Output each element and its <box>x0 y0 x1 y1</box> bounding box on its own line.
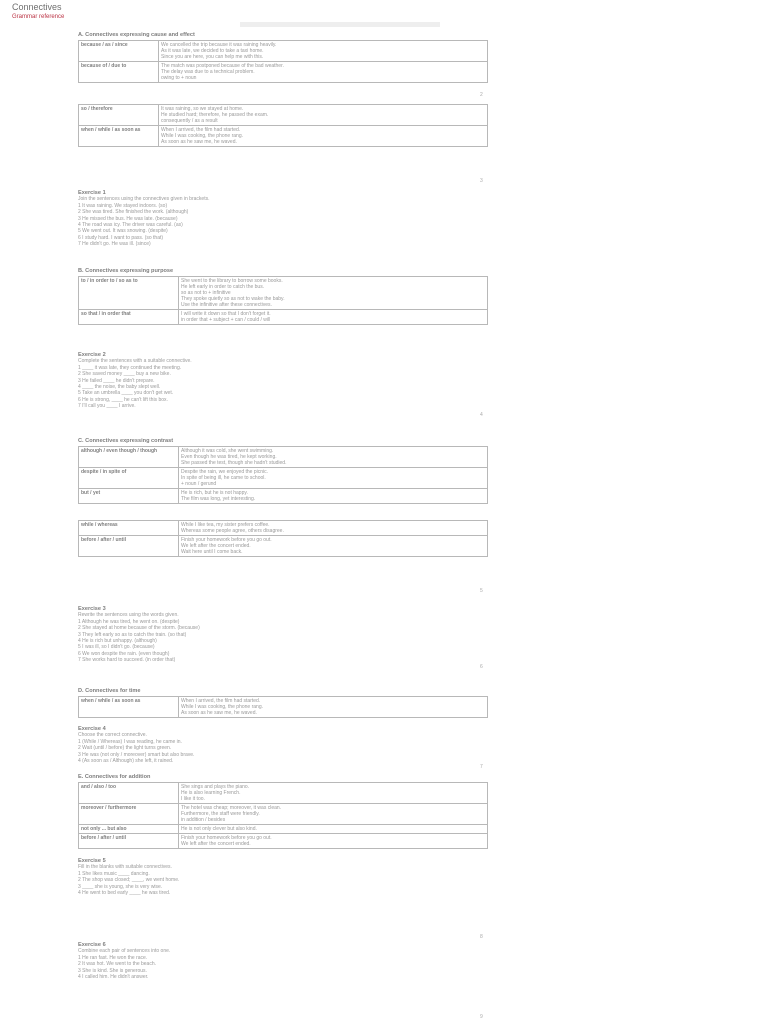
row-key: when / while / as soon as <box>79 126 159 147</box>
example-line: in addition / besides <box>181 817 226 823</box>
table-row <box>79 41 488 62</box>
section-d-table <box>78 696 488 718</box>
page-number: 5 <box>480 588 483 594</box>
exercise-line: Combine each pair of sentences into one. <box>78 948 171 955</box>
row-key: before / after / until <box>79 536 179 557</box>
exercise-title: Exercise 2 <box>78 352 106 358</box>
row-key: although / even though / though <box>79 447 179 468</box>
row-key: moreover / furthermore <box>79 804 179 825</box>
row-content <box>179 447 488 468</box>
example-line: owing to + noun <box>161 75 197 81</box>
example-line: in order that + subject + can / could / will <box>181 317 271 323</box>
example-line: He left early in order to catch the bus. <box>181 284 265 290</box>
example-line: We left after the concert ended. <box>181 841 251 847</box>
row-content <box>179 310 488 325</box>
example-line: When I arrived, the film had started. <box>161 127 241 133</box>
exercise-title: Exercise 6 <box>78 942 106 948</box>
section-e-table <box>78 782 488 849</box>
example-line: Although it was cold, she went swimming. <box>181 448 274 454</box>
row-key: when / while / as soon as <box>79 697 179 718</box>
example-line: Wait here until I come back. <box>181 549 243 555</box>
row-key: despite / in spite of <box>79 468 179 489</box>
exercise-3 <box>78 606 488 664</box>
table-row <box>79 521 488 536</box>
example-line: Finish your homework before you go out. <box>181 537 272 543</box>
exercise-line: Complete the sentences with a suitable connective. <box>78 358 192 365</box>
exercise-line: 5 Take an umbrella ____ you don't get wet. <box>78 390 174 397</box>
row-content <box>179 783 488 804</box>
row-key: so that / in order that <box>79 310 179 325</box>
section-a-title: A. Connectives expressing cause and effect <box>78 32 195 38</box>
example-line: Whereas some people agree, others disagree. <box>181 528 284 534</box>
exercise-line: Rewrite the sentences using the words given. <box>78 612 179 619</box>
exercise-line: 2 She stayed at home because of the storm. (because) <box>78 625 200 632</box>
row-content <box>179 697 488 718</box>
table-row <box>79 536 488 557</box>
section-c-title: C. Connectives expressing contrast <box>78 438 174 444</box>
row-key: because of / due to <box>79 62 159 83</box>
exercise-line: 3 ____ she is young, she is very wise. <box>78 883 163 890</box>
example-line: She sings and plays the piano. <box>181 784 250 790</box>
exercise-line: 1 She likes music ____ dancing. <box>78 870 150 877</box>
exercise-line: 3 He failed ____ he didn't prepare. <box>78 377 155 384</box>
exercise-line: 2 She was tired. She finished the work. (although) <box>78 209 189 216</box>
exercise-line: 1 Although he was tired, he went on. (despite) <box>78 618 180 625</box>
exercise-line: Fill in the blanks with suitable connectives. <box>78 864 172 871</box>
page-number: 2 <box>480 92 483 98</box>
top-caption-bar <box>240 22 440 27</box>
exercise-line: 7 She works hard to succeed. (in order that) <box>78 657 176 664</box>
example-line: The match was postponed because of the bad weather. <box>161 63 284 69</box>
exercise-line: 6 We won despite the rain. (even though) <box>78 650 170 657</box>
table-row <box>79 804 488 825</box>
exercise-title: Exercise 4 <box>78 726 106 732</box>
exercise-line: 3 She is kind. She is generous. <box>78 967 147 974</box>
section-c-table <box>78 446 488 504</box>
row-content <box>179 834 488 849</box>
example-line: We cancelled the trip because it was raining heavily. <box>161 42 277 48</box>
row-key: because / as / since <box>79 41 159 62</box>
example-line: She went to the library to borrow some books. <box>181 278 283 284</box>
example-line: The film was long, yet interesting. <box>181 496 256 502</box>
exercise-line: 4 He is rich but unhappy. (although) <box>78 638 157 645</box>
document-title: Connectives <box>12 2 62 12</box>
table-row <box>79 825 488 834</box>
example-line: + noun / gerund <box>181 481 217 487</box>
exercise-line: 1 He ran fast. He won the race. <box>78 954 148 961</box>
row-content <box>159 41 488 62</box>
page-number: 7 <box>480 764 483 770</box>
section-b-heading <box>78 268 488 274</box>
row-content <box>179 277 488 310</box>
table-row <box>79 447 488 468</box>
section-b-title: B. Connectives expressing purpose <box>78 268 174 274</box>
section-c-heading <box>78 438 488 444</box>
row-key: but / yet <box>79 489 179 504</box>
exercise-line: 3 He was (not only / moreover) smart but also brave. <box>78 751 195 758</box>
row-key: while / whereas <box>79 521 179 536</box>
row-key: so / therefore <box>79 105 159 126</box>
exercise-line: 7 He didn't go. He was ill. (since) <box>78 241 151 248</box>
exercise-line: 3 He missed the bus. He was late. (because) <box>78 215 178 222</box>
exercise-line: 5 We went out. It was snowing. (despite) <box>78 228 168 235</box>
exercise-title: Exercise 5 <box>78 858 106 864</box>
document-subtitle: Grammar reference <box>12 14 65 20</box>
table-row <box>79 468 488 489</box>
row-content <box>179 489 488 504</box>
page-number: 8 <box>480 934 483 940</box>
section-d-heading <box>78 688 488 694</box>
exercise-line: 2 It was hot. We went to the beach. <box>78 961 157 968</box>
row-key: not only ... but also <box>79 825 179 834</box>
exercise-line: 6 He is strong, ____ he can't lift this box. <box>78 396 168 403</box>
row-content <box>159 126 488 147</box>
table-row <box>79 105 488 126</box>
row-content <box>179 521 488 536</box>
exercise-line: 2 The shop was closed; ____, we went home. <box>78 877 180 884</box>
row-content <box>179 468 488 489</box>
exercise-title: Exercise 3 <box>78 606 106 612</box>
page-header <box>12 2 64 22</box>
example-line: While I like tea, my sister prefers coffee. <box>181 522 270 528</box>
table-row <box>79 62 488 83</box>
example-line: While I was cooking, the phone rang. <box>181 704 263 710</box>
exercise-title: Exercise 1 <box>78 190 106 196</box>
table-row <box>79 310 488 325</box>
example-line: As it was late, we decided to take a taxi home. <box>161 48 264 54</box>
example-line: While I was cooking, the phone rang. <box>161 133 243 139</box>
row-key: and / also / too <box>79 783 179 804</box>
exercise-2 <box>78 352 488 410</box>
exercise-line: 2 She saved money ____ buy a new bike. <box>78 371 171 378</box>
exercise-line: 3 They left early so as to catch the train. (so that) <box>78 631 187 638</box>
section-b-table <box>78 276 488 325</box>
exercise-line: 1 It was raining. We stayed indoors. (so) <box>78 202 168 209</box>
example-line: As soon as he saw me, he waved. <box>181 710 257 716</box>
table-row <box>79 697 488 718</box>
exercise-4 <box>78 726 488 764</box>
row-content <box>159 62 488 83</box>
exercise-line: 6 I study hard. I want to pass. (so that) <box>78 234 164 241</box>
example-line: He is also learning French. <box>181 790 241 796</box>
example-line: I will write it down so that I don't forget it. <box>181 311 271 317</box>
page-number: 4 <box>480 412 483 418</box>
example-line: Since you are here, you can help me with this. <box>161 54 264 60</box>
row-content <box>179 536 488 557</box>
section-a2-table <box>78 104 488 147</box>
row-content <box>159 105 488 126</box>
section-d-title: D. Connectives for time <box>78 688 141 694</box>
exercise-line: 1 ____ it was late, they continued the meeting. <box>78 364 182 371</box>
exercise-line: Join the sentences using the connectives given in brackets. <box>78 196 210 203</box>
example-line: The hotel was cheap; moreover, it was clean. <box>181 805 282 811</box>
row-key: to / in order to / so as to <box>79 277 179 310</box>
page-number: 6 <box>480 664 483 670</box>
table-row <box>79 489 488 504</box>
example-line: Even though he was tired, he kept working. <box>181 454 277 460</box>
row-content <box>179 825 488 834</box>
section-a-heading <box>78 32 488 38</box>
exercise-line: 4 ____ the noise, the baby slept well. <box>78 384 161 391</box>
exercise-line: 2 Wait (until / before) the light turns green. <box>78 745 172 752</box>
example-line: Use the infinitive after these connectives. <box>181 302 272 308</box>
example-line: When I arrived, the film had started. <box>181 698 261 704</box>
example-line: In spite of being ill, he came to school. <box>181 475 266 481</box>
example-line: He is not only clever but also kind. <box>181 826 257 832</box>
exercise-line: Choose the correct connective. <box>78 732 147 739</box>
section-e-heading <box>78 774 488 780</box>
section-a-table <box>78 40 488 83</box>
exercise-line: 4 He went to bed early ____ he was tired. <box>78 890 171 897</box>
example-line: Furthermore, the staff were friendly. <box>181 811 260 817</box>
exercise-line: 7 I'll call you ____ I arrive. <box>78 403 136 410</box>
example-line: I like it too. <box>181 796 205 802</box>
example-line: The delay was due to a technical problem. <box>161 69 255 75</box>
example-line: so as not to + infinitive <box>181 290 231 296</box>
exercise-line: 5 I was ill, so I didn't go. (because) <box>78 644 155 651</box>
exercise-6 <box>78 942 488 980</box>
example-line: It was raining, so we stayed at home. <box>161 106 244 112</box>
example-line: She passed the test, though she hadn't studied. <box>181 460 287 466</box>
example-line: They spoke quietly so as not to wake the baby. <box>181 296 285 302</box>
table-row <box>79 834 488 849</box>
exercise-line: 4 I called him. He didn't answer. <box>78 974 149 981</box>
example-line: consequently / as a result <box>161 118 218 124</box>
exercise-line: 4 (As soon as / Although) she left, it rained. <box>78 758 174 765</box>
row-content <box>179 804 488 825</box>
example-line: We left after the concert ended. <box>181 543 251 549</box>
example-line: Despite the rain, we enjoyed the picnic. <box>181 469 268 475</box>
example-line: As soon as he saw me, he waved. <box>161 139 237 145</box>
exercise-line: 1 (While / Whereas) I was reading, he came in. <box>78 738 182 745</box>
example-line: He studied hard; therefore, he passed the exam. <box>161 112 269 118</box>
example-line: He is rich, but he is not happy. <box>181 490 248 496</box>
section-c2-table <box>78 520 488 557</box>
page-number: 3 <box>480 178 483 184</box>
table-row <box>79 126 488 147</box>
table-row <box>79 277 488 310</box>
page-number: 9 <box>480 1014 483 1020</box>
table-row <box>79 783 488 804</box>
exercise-line: 4 The road was icy. The driver was careful. (as) <box>78 222 183 229</box>
example-line: Finish your homework before you go out. <box>181 835 272 841</box>
section-e-title: E. Connectives for addition <box>78 774 151 780</box>
row-key: before / after / until <box>79 834 179 849</box>
exercise-5 <box>78 858 488 896</box>
exercise-1 <box>78 190 488 248</box>
